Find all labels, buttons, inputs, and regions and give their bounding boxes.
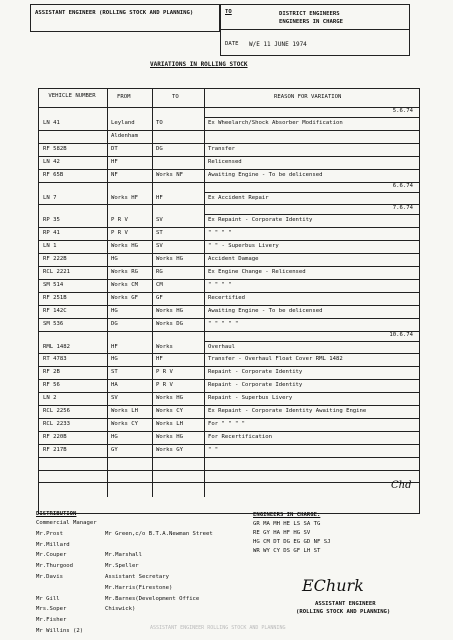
col-divider-2: [152, 89, 153, 497]
reason-cell: Ex Engine Change - Relicensed: [208, 269, 306, 275]
distribution-entry: Mr.Harris(Firestone): [105, 584, 173, 591]
signature: EChurk: [302, 576, 364, 595]
vehicle-cell: RF 56: [43, 382, 60, 389]
vehicle-cell: RF 251B: [43, 294, 67, 301]
to-cell: P R V: [156, 369, 173, 376]
to-cell: Works GY: [156, 446, 183, 453]
to-cell: HF: [156, 194, 163, 201]
reason-cell: Ex Accident Repair: [208, 194, 269, 201]
from-cell: Works LH: [111, 408, 138, 414]
to-cell: Works CY: [156, 408, 183, 414]
from-cell: Works HF: [111, 194, 138, 201]
to-cell: Works NF: [156, 171, 183, 178]
row-rule: [39, 353, 419, 354]
row-rule: [39, 366, 419, 367]
vehicle-cell: RF 217B: [43, 446, 67, 453]
reason-cell: Transfer - Overhaul Float Cover RML 1482: [208, 356, 343, 363]
to-cell: RG: [156, 269, 163, 275]
row-rule: [39, 405, 419, 406]
from-cell: HG: [111, 433, 118, 440]
from-cell: HG: [111, 307, 118, 314]
header-rule: [39, 107, 419, 108]
to-cell: CM: [156, 281, 163, 288]
from-cell: Works GF: [111, 294, 138, 301]
reason-cell: Ex Wheelarch/Shock Absorber Modification: [208, 120, 343, 126]
vehicle-cell: RCL 2221: [43, 269, 70, 275]
distribution-entry: Mr.Barnes(Development Office: [105, 595, 200, 602]
vehicle-cell: RCL 2233: [43, 420, 70, 427]
row-rule: [39, 253, 419, 254]
row-rule: [39, 482, 419, 483]
date-marker: 10.6.74: [389, 331, 413, 338]
to-cell: Works HG: [156, 395, 183, 402]
engineers-heading: ENGINEERS IN CHARGE:: [253, 512, 321, 518]
reason-cell: Relicensed: [208, 158, 242, 165]
vehicle-cell: SM 536: [43, 320, 64, 327]
from-cell: HG: [111, 256, 118, 263]
header-to-label: TO: [225, 9, 232, 15]
to-cell: P R V: [156, 382, 173, 389]
distribution-entry: Mr.Davis: [36, 574, 63, 580]
reason-cell: " " " ": [208, 230, 232, 237]
from-cell: HF: [111, 343, 118, 350]
vehicle-cell: RP 35: [43, 217, 60, 224]
col-divider-3: [204, 89, 205, 497]
reason-cell: Repaint - Corporate Identity: [208, 382, 303, 389]
header-to: TO: [172, 94, 179, 100]
row-rule: [39, 130, 419, 131]
variations-table: [38, 88, 420, 514]
distribution-entry: Mr.Prost: [36, 530, 63, 537]
to-cell: HF: [156, 356, 163, 363]
row-rule: [39, 156, 419, 157]
from-cell: HG: [111, 356, 118, 363]
row-rule: [39, 470, 419, 471]
date-rule: [204, 214, 419, 215]
from-cell: ST: [111, 369, 118, 376]
vehicle-cell: LN 41: [43, 120, 60, 126]
row-rule: [39, 182, 419, 183]
to-cell: SV: [156, 217, 163, 224]
from-cell: Aldenham: [111, 132, 138, 139]
reason-cell: Overhaul: [208, 343, 235, 350]
reason-cell: For Recertification: [208, 433, 272, 440]
engineers-line: GR MA MH HE LS SA TG: [253, 521, 321, 527]
from-cell: SV: [111, 395, 118, 402]
header-date-label: DATE: [225, 41, 239, 47]
date-marker: 5.6.74: [392, 108, 413, 114]
header-to-value: DISTRICT ENGINEERS ENGINEERS IN CHARGE: [279, 11, 343, 25]
row-rule: [39, 431, 419, 432]
row-rule: [39, 444, 419, 445]
distribution-entry: Mr.Speller: [105, 563, 139, 570]
from-cell: DT: [111, 145, 118, 152]
date-rule: [204, 117, 419, 118]
header-divider: [221, 29, 409, 30]
reason-cell: " " " ": [208, 281, 232, 288]
row-rule: [39, 331, 419, 332]
row-rule: [39, 279, 419, 280]
from-cell: P R V: [111, 217, 128, 224]
vehicle-cell: RF 2B: [43, 369, 60, 376]
distribution-entry: Mr.Millard: [36, 541, 70, 548]
distribution-entry: Commercial Manager: [36, 520, 97, 526]
vehicle-cell: RCL 2256: [43, 408, 70, 414]
vehicle-cell: LN 7: [43, 194, 57, 201]
reason-cell: Recertified: [208, 294, 246, 301]
vehicle-cell: LN 1: [43, 243, 57, 250]
signature-title-1: ASSISTANT ENGINEER: [315, 601, 376, 607]
header-to-box: [220, 4, 410, 56]
from-cell: NF: [111, 171, 118, 178]
to-cell: ST: [156, 230, 163, 237]
header-from-box: [30, 4, 220, 32]
from-cell: GY: [111, 446, 118, 453]
row-rule: [39, 143, 419, 144]
page-title: VARIATIONS IN ROLLING STOCK: [150, 61, 248, 68]
initials: Chd: [391, 480, 412, 491]
engineers-line: RE GY HA HF HG SV: [253, 530, 311, 536]
row-rule: [39, 379, 419, 380]
engineers-line: HG CM DT DG EG GD NF SJ: [253, 539, 331, 545]
header-from-label: ASSISTANT ENGINEER (ROLLING STOCK AND PLANNING): [35, 10, 194, 16]
vehicle-cell: RF 582B: [43, 145, 67, 152]
distribution-entry: Mr Green,c/o B.T.A.Newman Street: [105, 530, 213, 537]
vehicle-cell: RF 142C: [43, 307, 67, 314]
to-cell: TO: [156, 120, 163, 126]
header-date-value: W/E 11 JUNE 1974: [249, 41, 307, 48]
from-cell: Works CY: [111, 420, 138, 427]
row-rule: [39, 292, 419, 293]
to-cell: Works HG: [156, 256, 183, 263]
from-cell: P R V: [111, 230, 128, 237]
distribution-heading: DISTRIBUTION: [36, 511, 77, 517]
row-rule: [39, 305, 419, 306]
to-cell: GF: [156, 294, 163, 301]
signature-title-2: (ROLLING STOCK AND PLANNING): [296, 609, 391, 615]
date-marker: 7.6.74: [392, 205, 413, 212]
vehicle-cell: RT 4783: [43, 356, 67, 363]
vehicle-cell: RF 222B: [43, 256, 67, 263]
to-cell: SV: [156, 243, 163, 250]
engineers-line: WR WY CY DS GF LH ST: [253, 548, 321, 554]
row-rule: [39, 169, 419, 170]
reason-cell: " ": [208, 446, 219, 453]
distribution-entry: Mr Gill: [36, 595, 60, 602]
row-rule: [39, 418, 419, 419]
to-cell: Works DG: [156, 320, 183, 327]
to-cell: Works HG: [156, 433, 183, 440]
distribution-entry: Assistant Secretary: [105, 574, 169, 580]
from-cell: HA: [111, 382, 118, 389]
reason-cell: Transfer: [208, 145, 235, 152]
distribution-entry: Mr.Marshall: [105, 552, 143, 559]
reason-cell: Repaint - Corporate Identity: [208, 369, 303, 376]
col-divider-1: [107, 89, 108, 497]
footer-ghost-text: ASSISTANT ENGINEER ROLLING STOCK AND PLANNING: [150, 625, 286, 631]
row-rule: [39, 318, 419, 319]
row-rule: [39, 204, 419, 205]
distribution-entry: Mr.Thurgood: [36, 563, 74, 570]
to-cell: Works: [156, 343, 173, 350]
distribution-entry: Mr.Fisher: [36, 617, 67, 624]
date-marker: 6.6.74: [392, 182, 413, 189]
reason-cell: For " " " ": [208, 420, 246, 427]
header-vehicle: VEHICLE NUMBER: [48, 93, 96, 99]
from-cell: Works RG: [111, 269, 138, 275]
from-cell: HF: [111, 158, 118, 165]
reason-cell: Awaiting Engine - To be delicensed: [208, 171, 323, 178]
row-rule: [39, 266, 419, 267]
to-cell: DG: [156, 145, 163, 152]
from-cell: Works HG: [111, 243, 138, 250]
vehicle-cell: RF 65B: [43, 171, 64, 178]
vehicle-cell: LN 2: [43, 395, 57, 402]
row-rule: [39, 227, 419, 228]
vehicle-cell: LN 42: [43, 158, 60, 165]
reason-cell: " " " " ": [208, 320, 239, 327]
reason-cell: Ex Repaint - Corporate Identity Awaiting Engine: [208, 408, 367, 414]
reason-cell: Ex Repaint - Corporate Identity: [208, 217, 313, 224]
row-rule: [39, 392, 419, 393]
vehicle-cell: RP 41: [43, 230, 60, 237]
from-cell: Works CM: [111, 281, 138, 288]
to-cell: Works LH: [156, 420, 183, 427]
header-reason: REASON FOR VARIATION: [274, 94, 342, 100]
vehicle-cell: RML 1482: [43, 343, 70, 350]
distribution-entry: Mrs.Soper: [36, 606, 67, 613]
distribution-entry: Mr Willins (2): [36, 628, 84, 634]
from-cell: Leyland: [111, 120, 135, 126]
to-cell: Works HG: [156, 307, 183, 314]
distribution-entry: Chiswick): [105, 606, 136, 613]
reason-cell: Repaint - Superbus Livery: [208, 395, 293, 402]
from-cell: DG: [111, 320, 118, 327]
row-rule: [39, 240, 419, 241]
vehicle-cell: RF 220B: [43, 433, 67, 440]
date-rule: [204, 341, 419, 342]
distribution-entry: Mr.Couper: [36, 552, 67, 559]
reason-cell: Awaiting Engine - To be delicensed: [208, 307, 323, 314]
header-from: FROM: [117, 94, 131, 100]
vehicle-cell: SM 514: [43, 281, 64, 288]
reason-cell: Accident Damage: [208, 256, 259, 263]
reason-cell: " " - Superbus Livery: [208, 243, 279, 250]
row-rule: [39, 457, 419, 458]
date-rule: [204, 192, 419, 193]
